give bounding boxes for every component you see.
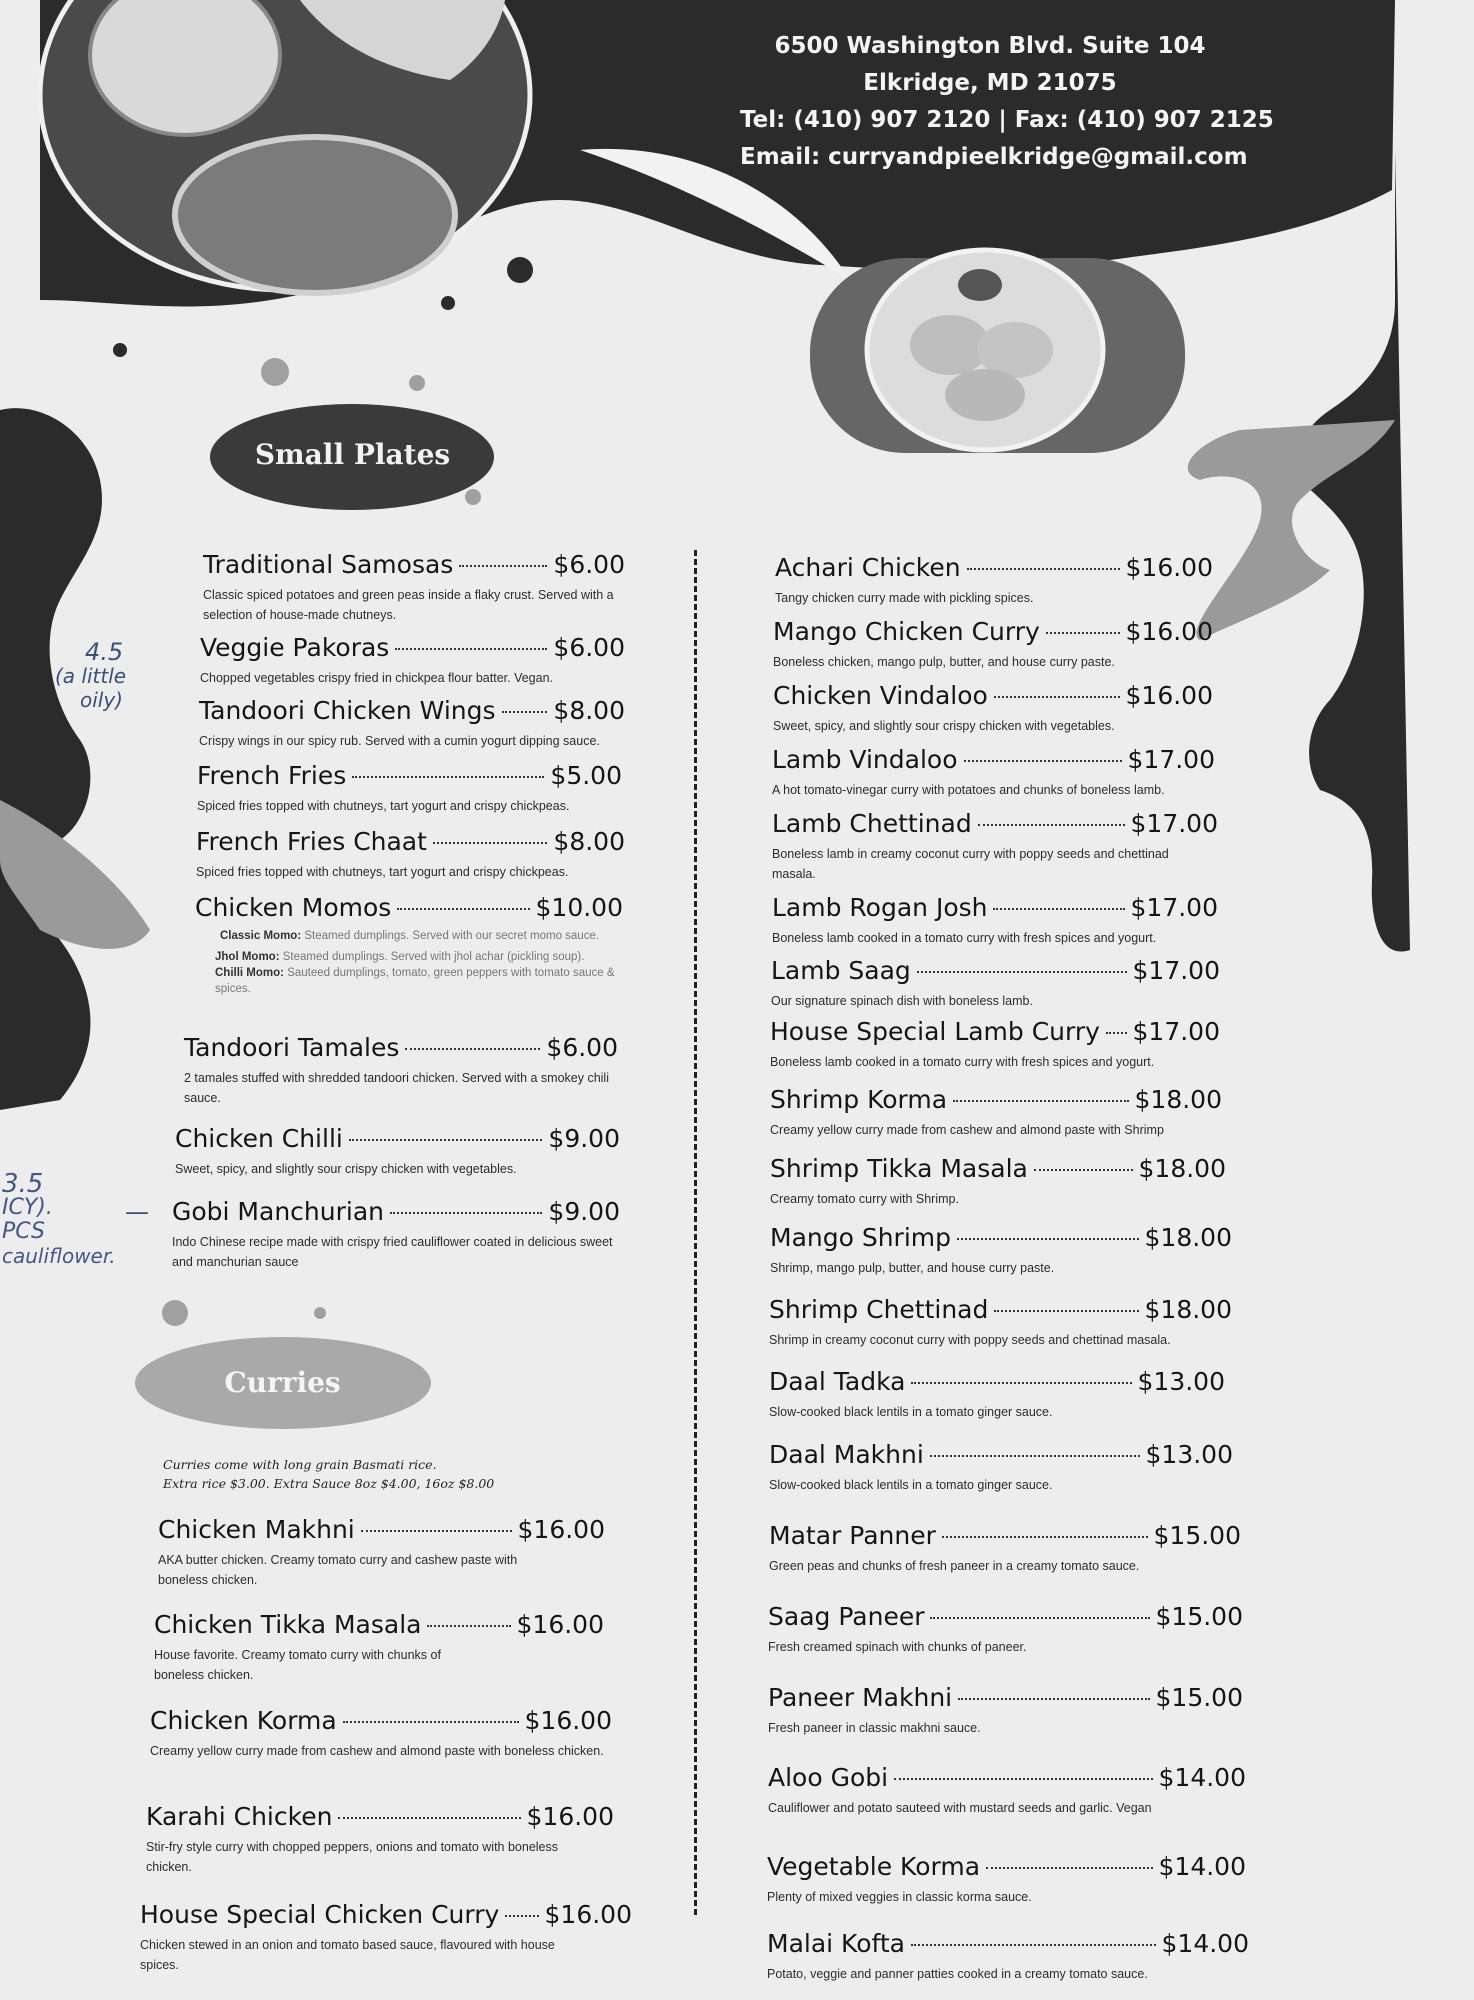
menu-item <box>140 1900 632 1975</box>
handwritten-note-1-line-3: oily) <box>80 688 123 712</box>
handwritten-note-2-line-4: cauliflower. <box>2 1244 116 1268</box>
item-price: $16.00 <box>1125 681 1213 710</box>
item-name: Shrimp Korma <box>770 1085 948 1114</box>
item-name: Mango Chicken Curry <box>773 617 1040 646</box>
item-description: Stir-fry style curry with chopped peppers, onions and tomato with boneless chicken. <box>146 1840 559 1874</box>
item-description: Indo Chinese recipe made with crispy fried cauliflower coated in delicious sweet and manchurian sauce <box>172 1235 613 1269</box>
item-price: $8.00 <box>553 827 625 856</box>
item-description: Slow-cooked black lentils in a tomato ginger sauce. <box>769 1405 1053 1419</box>
menu-item <box>770 1223 1232 1278</box>
menu-item <box>767 1929 1249 1984</box>
address-line-2: Elkridge, MD 21075 <box>863 70 1117 96</box>
item-description: Classic spiced potatoes and green peas inside a flaky crust. Served with a selection of house-made chutneys. <box>203 588 614 622</box>
item-price: $16.00 <box>544 1900 632 1929</box>
item-description: Shrimp in creamy coconut curry with poppy seeds and chettinad masala. <box>769 1333 1171 1347</box>
item-description: Fresh creamed spinach with chunks of paneer. <box>768 1640 1027 1654</box>
menu-item <box>203 550 625 625</box>
item-description: Tangy chicken curry made with pickling spices. <box>775 591 1034 605</box>
item-name: Daal Tadka <box>769 1367 906 1396</box>
item-price: $17.00 <box>1132 1017 1220 1046</box>
item-name: Karahi Chicken <box>146 1802 333 1831</box>
momo-jhol-text: Steamed dumplings. Served with jhol achar (pickling soup). <box>282 951 585 963</box>
item-description: Chopped vegetables crispy fried in chickpea flour batter. Vegan. <box>200 671 553 685</box>
item-description: Slow-cooked black lentils in a tomato ginger sauce. <box>769 1478 1053 1492</box>
item-description: Crispy wings in our spicy rub. Served with a cumin yogurt dipping sauce. <box>199 734 600 748</box>
item-name: Chicken Momos <box>195 893 392 922</box>
handwritten-note-1 <box>55 638 127 712</box>
item-name: Aloo Gobi <box>768 1763 889 1792</box>
item-price: $18.00 <box>1138 1154 1226 1183</box>
item-price: $16.00 <box>1125 553 1213 582</box>
item-name: French Fries Chaat <box>196 827 427 856</box>
momo-chilli-text: Sauteed dumplings, tomato, green peppers with tomato sauce & spices. <box>215 967 615 995</box>
handwritten-dash: — <box>125 1198 149 1226</box>
item-description: Boneless lamb cooked in a tomato curry with fresh spices and yogurt. <box>772 931 1157 945</box>
item-name: Lamb Saag <box>771 956 911 985</box>
item-description: Spiced fries topped with chutneys, tart yogurt and crispy chickpeas. <box>196 865 569 879</box>
item-price: $17.00 <box>1130 893 1218 922</box>
item-name: Paneer Makhni <box>768 1683 953 1712</box>
item-name: House Special Lamb Curry <box>770 1017 1100 1046</box>
item-name: Malai Kofta <box>767 1929 905 1958</box>
menu-item <box>195 893 623 997</box>
item-price: $17.00 <box>1132 956 1220 985</box>
handwritten-note-1-line-1: 4.5 <box>85 638 124 666</box>
column-divider <box>694 550 697 1915</box>
item-name: Vegetable Korma <box>767 1852 981 1881</box>
item-description: Sweet, spicy, and slightly sour crispy chicken with vegetables. <box>175 1162 517 1176</box>
menu-item <box>772 809 1218 884</box>
menu-item <box>175 1124 620 1179</box>
menu-item <box>200 633 625 688</box>
item-description: Potato, veggie and panner patties cooked in a creamy tomato sauce. <box>767 1967 1148 1981</box>
item-description: 2 tamales stuffed with shredded tandoori chicken. Served with a smokey chili sauce. <box>184 1071 609 1105</box>
phone-line: Tel: (410) 907 2120 | Fax: (410) 907 2125 <box>740 107 1274 133</box>
item-price: $14.00 <box>1158 1852 1246 1881</box>
handwritten-note-2-line-3: PCS <box>2 1219 46 1244</box>
item-price: $5.00 <box>550 761 622 790</box>
item-price: $18.00 <box>1134 1085 1222 1114</box>
menu-item <box>150 1706 612 1761</box>
item-name: Matar Panner <box>769 1521 936 1550</box>
item-description: Green peas and chunks of fresh paneer in a creamy tomato sauce. <box>769 1559 1140 1573</box>
item-description: A hot tomato-vinegar curry with potatoes and chunks of boneless lamb. <box>772 783 1165 797</box>
item-price: $14.00 <box>1158 1763 1246 1792</box>
menu-item <box>772 745 1215 800</box>
menu-item <box>158 1515 605 1590</box>
menu-item <box>773 617 1213 672</box>
section-title-small-plates: Small Plates <box>254 438 451 471</box>
curries-note <box>163 1455 494 1493</box>
menu-item <box>768 1763 1246 1818</box>
item-price: $6.00 <box>546 1033 618 1062</box>
item-price: $16.00 <box>517 1515 605 1544</box>
handwritten-note-2-line-2: ICY). <box>2 1195 53 1220</box>
item-price: $9.00 <box>548 1124 620 1153</box>
menu-item <box>769 1521 1241 1576</box>
momo-jhol-label: Jhol Momo: <box>215 951 280 963</box>
item-name: Shrimp Tikka Masala <box>770 1154 1028 1183</box>
item-name: Shrimp Chettinad <box>769 1295 989 1324</box>
item-name: Achari Chicken <box>775 553 961 582</box>
item-name: Daal Makhni <box>769 1440 924 1469</box>
menu-item <box>772 893 1218 948</box>
menu-item <box>770 1017 1220 1072</box>
item-description: House favorite. Creamy tomato curry with chunks of boneless chicken. <box>154 1648 441 1682</box>
section-title-curries: Curries <box>224 1366 341 1399</box>
menu-item <box>768 1683 1243 1738</box>
item-name: Mango Shrimp <box>770 1223 952 1252</box>
momo-classic-label: Classic Momo: <box>220 930 302 942</box>
menu-item <box>196 827 625 882</box>
item-name: Lamb Vindaloo <box>772 745 958 774</box>
item-price: $6.00 <box>553 550 625 579</box>
item-name: Lamb Chettinad <box>772 809 972 838</box>
item-name: Tandoori Chicken Wings <box>199 696 496 725</box>
item-name: Saag Paneer <box>768 1602 925 1631</box>
item-name: Veggie Pakoras <box>200 633 390 662</box>
menu-item <box>184 1033 618 1108</box>
momo-chilli-label: Chilli Momo: <box>215 967 284 979</box>
menu-item <box>773 681 1213 736</box>
item-description: Creamy tomato curry with Shrimp. <box>770 1192 959 1206</box>
menu-item <box>770 1085 1222 1140</box>
item-description: Fresh paneer in classic makhni sauce. <box>768 1721 981 1735</box>
curries-note-line-1: Curries come with long grain Basmati rice. <box>163 1457 437 1472</box>
item-name: House Special Chicken Curry <box>140 1900 500 1929</box>
item-price: $13.00 <box>1137 1367 1225 1396</box>
menu-item <box>768 1602 1243 1657</box>
curries-note-line-2: Extra rice $3.00. Extra Sauce 8oz $4.00, 16oz $8.00 <box>163 1476 495 1491</box>
item-price: $13.00 <box>1145 1440 1233 1469</box>
item-name: Traditional Samosas <box>203 550 454 579</box>
item-price: $10.00 <box>535 893 623 922</box>
menu-item <box>771 956 1220 1011</box>
item-name: Chicken Makhni <box>158 1515 355 1544</box>
item-price: $16.00 <box>1125 617 1213 646</box>
item-price: $17.00 <box>1127 745 1215 774</box>
handwritten-note-1-line-2: (a little <box>55 664 127 688</box>
item-description: Sweet, spicy, and slightly sour crispy chicken with vegetables. <box>773 719 1115 733</box>
contact-block <box>740 28 1274 176</box>
item-price: $6.00 <box>553 633 625 662</box>
item-description: Cauliflower and potato sauteed with mustard seeds and garlic. Vegan <box>768 1801 1152 1815</box>
menu-item <box>775 553 1213 608</box>
item-description: Chicken stewed in an onion and tomato based sauce, flavoured with house spices. <box>140 1938 555 1972</box>
item-price: $8.00 <box>553 696 625 725</box>
item-price: $15.00 <box>1153 1521 1241 1550</box>
item-name: Chicken Chilli <box>175 1124 343 1153</box>
item-name: Chicken Vindaloo <box>773 681 988 710</box>
item-description: Boneless lamb cooked in a tomato curry with fresh spices and yogurt. <box>770 1055 1155 1069</box>
item-description: AKA butter chicken. Creamy tomato curry and cashew paste with boneless chicken. <box>158 1553 518 1587</box>
item-description: Shrimp, mango pulp, butter, and house curry paste. <box>770 1261 1055 1275</box>
handwritten-note-2-line-1: 3.5 <box>2 1169 44 1199</box>
item-price: $15.00 <box>1155 1683 1243 1712</box>
item-price: $17.00 <box>1130 809 1218 838</box>
menu-item <box>769 1367 1225 1422</box>
menu-item <box>769 1440 1233 1495</box>
item-price: $16.00 <box>524 1706 612 1735</box>
item-name: Chicken Korma <box>150 1706 337 1735</box>
menu-item <box>767 1852 1246 1907</box>
momo-classic-text: Steamed dumplings. Served with our secret momo sauce. <box>304 930 600 942</box>
item-description: Creamy yellow curry made from cashew and almond paste with Shrimp <box>770 1123 1164 1137</box>
item-description: Boneless lamb in creamy coconut curry with poppy seeds and chettinad masala. <box>772 847 1169 881</box>
menu-item <box>146 1802 614 1877</box>
item-price: $18.00 <box>1144 1295 1232 1324</box>
menu-item <box>154 1610 604 1685</box>
item-description: Boneless chicken, mango pulp, butter, and house curry paste. <box>773 655 1115 669</box>
item-name: Chicken Tikka Masala <box>154 1610 422 1639</box>
item-description: Spiced fries topped with chutneys, tart yogurt and crispy chickpeas. <box>197 799 570 813</box>
item-price: $16.00 <box>516 1610 604 1639</box>
menu-item <box>770 1154 1226 1209</box>
handwritten-note-2 <box>2 1169 116 1268</box>
item-price: $9.00 <box>548 1197 620 1226</box>
menu-item <box>199 696 625 751</box>
address-line-1: 6500 Washington Blvd. Suite 104 <box>774 33 1206 59</box>
menu-item <box>197 761 622 816</box>
item-price: $18.00 <box>1144 1223 1232 1252</box>
item-description: Plenty of mixed veggies in classic korma sauce. <box>767 1890 1032 1904</box>
item-name: Gobi Manchurian <box>172 1197 384 1226</box>
item-name: Tandoori Tamales <box>184 1033 400 1062</box>
item-price: $14.00 <box>1161 1929 1249 1958</box>
email-line: Email: curryandpieelkridge@gmail.com <box>740 144 1248 170</box>
item-description: Creamy yellow curry made from cashew and almond paste with boneless chicken. <box>150 1744 604 1758</box>
item-price: $16.00 <box>526 1802 614 1831</box>
menu-item <box>172 1197 620 1272</box>
momo-variants <box>195 928 615 997</box>
item-description: Our signature spinach dish with boneless lamb. <box>771 994 1033 1008</box>
item-price: $15.00 <box>1155 1602 1243 1631</box>
menu-item <box>769 1295 1232 1350</box>
item-name: French Fries <box>197 761 347 790</box>
item-name: Lamb Rogan Josh <box>772 893 988 922</box>
